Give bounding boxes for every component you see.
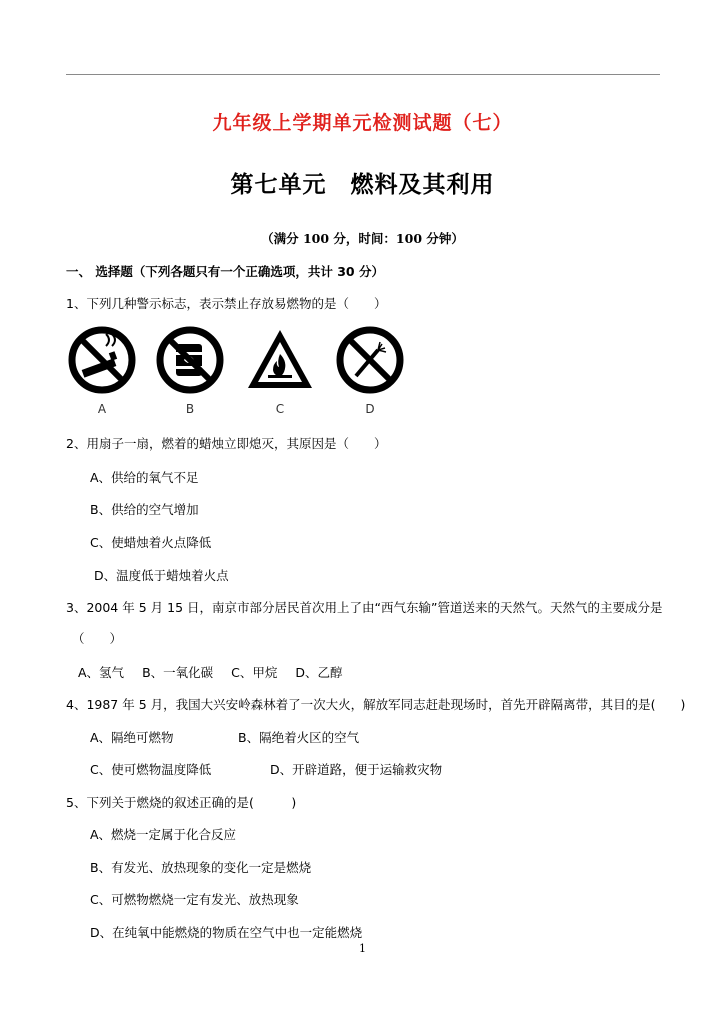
question-4-option-a: A、隔绝可燃物 [90, 730, 174, 745]
question-4-option-d: D、开辟道路，便于运输救灾物 [270, 762, 443, 777]
unit-number: 第七单元 [230, 171, 327, 198]
no-smoking-icon [66, 324, 138, 396]
question-3-option-d: D、乙醇 [295, 665, 343, 680]
no-fireworks-icon [334, 324, 406, 396]
question-2-option-d: D、温度低于蜡烛着火点 [94, 568, 229, 583]
unit-title [0, 166, 725, 199]
question-1-stem: 1、下列几种警示标志，表示禁止存放易燃物的是（ ） [66, 296, 387, 311]
question-3-options [78, 663, 343, 681]
question-5-option-d: D、在纯氧中能燃烧的物质在空气中也一定能燃烧 [90, 925, 363, 940]
question-4-option-b: B、隔绝着火区的空气 [238, 730, 360, 745]
question-5-option-c: C、可燃物燃烧一定有发光、放热现象 [90, 892, 299, 907]
sign-c-label: C [275, 402, 285, 416]
question-2-stem: 2、用扇子一扇，燃着的蜡烛立即熄灭，其原因是（ ） [66, 436, 387, 451]
question-3-stem: 3、2004 年 5 月 15 日，南京市部分居民首次用上了由“西气东输”管道送来的天然气。天然气的主要成分是 [66, 600, 663, 615]
question-5-option-b: B、有发光、放热现象的变化一定是燃烧 [90, 860, 312, 875]
sign-a [66, 324, 138, 424]
header-rule [66, 74, 660, 75]
section-heading: 一、 选择题（下列各题只有一个正确选项，共计 30 分） [66, 264, 384, 279]
question-2-option-a: A、供给的氧气不足 [90, 470, 199, 485]
unit-name: 燃料及其利用 [350, 171, 495, 198]
flammable-warning-icon [244, 324, 316, 396]
question-2-option-c: C、使蜡烛着火点降低 [90, 535, 212, 550]
sign-d-label: D [365, 402, 375, 416]
question-4-stem: 4、1987 年 5 月，我国大兴安岭森林着了一次大火，解放军同志赶赴现场时，首先开辟隔离带，其目的是( ) [66, 697, 686, 712]
exam-info: （满分 100 分，时间：100 分钟） [261, 231, 464, 246]
no-flammable-storage-icon [154, 324, 226, 396]
question-3-option-b: B、一氧化碳 [142, 665, 214, 680]
question-3-stem-cont: （ ） [72, 631, 123, 646]
exam-title: 九年级上学期单元检测试题（七） [212, 112, 513, 134]
question-2-option-b: B、供给的空气增加 [90, 502, 199, 517]
sign-c [244, 324, 316, 424]
question-5-stem: 5、下列关于燃烧的叙述正确的是( ) [66, 795, 297, 810]
sign-d [334, 324, 406, 424]
sign-b [154, 324, 226, 424]
sign-b-label: B [185, 402, 195, 416]
question-3-option-a: A、氢气 [78, 665, 125, 680]
question-1-signs [66, 324, 426, 424]
page-number: 1 [359, 942, 366, 955]
question-5-option-a: A、燃烧一定属于化合反应 [90, 827, 237, 842]
sign-a-label: A [97, 402, 107, 416]
question-3-option-c: C、甲烷 [231, 665, 278, 680]
question-4-option-c: C、使可燃物温度降低 [90, 762, 212, 777]
